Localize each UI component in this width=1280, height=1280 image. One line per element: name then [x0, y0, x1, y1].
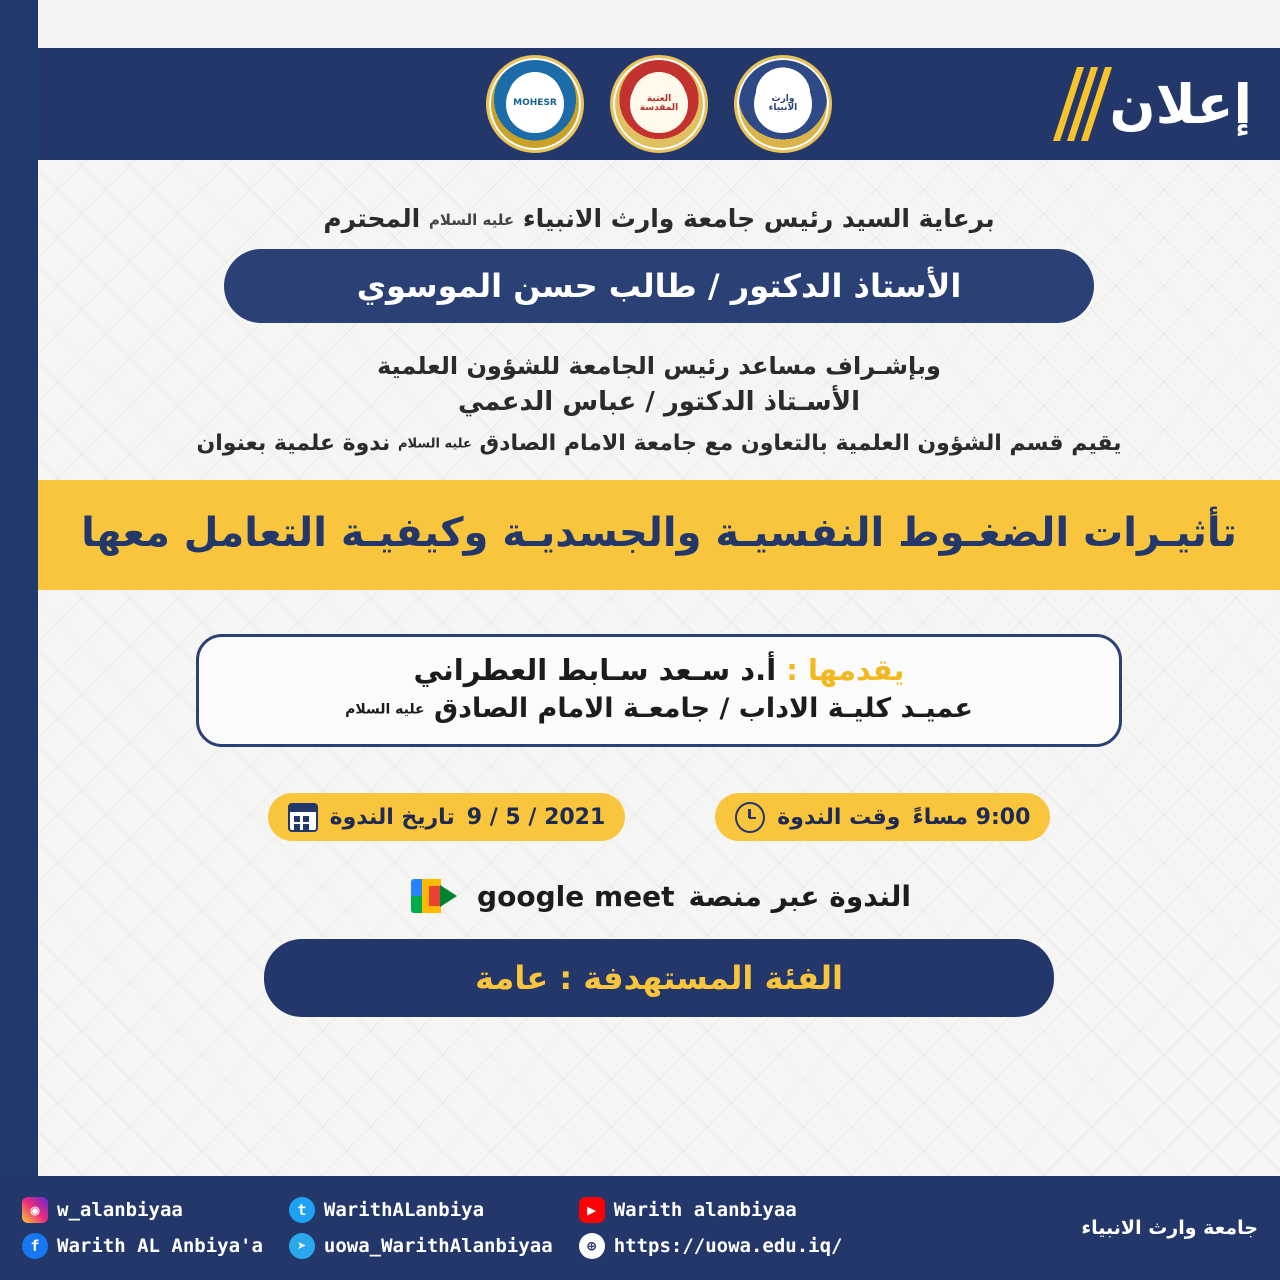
social-item-telegram[interactable] — [289, 1233, 553, 1259]
facebook-handle: Warith AL Anbiya'a — [57, 1235, 263, 1257]
presenter-role: عميـد كليـة الاداب / جامعـة الامام الصادق — [434, 693, 973, 725]
honorific-1: عليه السلام — [428, 211, 515, 229]
footer-band — [0, 1176, 1280, 1280]
time-label: وقت الندوة — [777, 804, 901, 830]
hosting-line — [38, 431, 1280, 456]
footer-column-3 — [579, 1197, 843, 1259]
date-pill — [268, 793, 626, 841]
hosting-tail: ندوة علمية بعنوان — [196, 431, 391, 457]
social-item-twitter[interactable] — [289, 1197, 553, 1223]
platform-name: google meet — [477, 879, 675, 913]
warith-al-anbiya-university-logo: وارث الانبياء — [734, 55, 832, 153]
youtube-handle: Warith alanbiyaa — [613, 1199, 797, 1221]
social-item-instagram[interactable] — [22, 1197, 263, 1223]
patron-name-box — [224, 249, 1094, 323]
website-url: https://uowa.edu.iq/ — [613, 1235, 843, 1257]
left-accent-bar — [0, 0, 38, 1280]
footer-column-1 — [22, 1197, 263, 1259]
date-label: تاريخ الندوة — [329, 804, 455, 830]
supervision-line-2: الأسـتاذ الدكتور / عباس الدعمي — [457, 386, 861, 417]
google-meet-icon — [407, 875, 463, 917]
clock-icon — [735, 802, 765, 832]
date-value: 2021 / 5 / 9 — [466, 804, 606, 830]
honorific-3: عليه السلام — [345, 701, 425, 718]
slash-decoration — [1052, 67, 1111, 141]
seminar-title-band — [38, 480, 1280, 590]
presenter-line — [219, 653, 1099, 687]
social-item-website[interactable] — [579, 1233, 843, 1259]
social-item-facebook[interactable] — [22, 1233, 263, 1259]
target-audience: الفئة المستهدفة : عامة — [475, 959, 843, 998]
poster-content — [38, 160, 1280, 1228]
footer-university-name: جامعة وارث الانبياء — [1081, 1217, 1258, 1239]
honorific-2: عليه السلام — [397, 436, 472, 452]
instagram-icon: ◉ — [22, 1197, 48, 1223]
facebook-icon: f — [22, 1233, 48, 1259]
time-value: 9:00 مساءً — [912, 804, 1031, 830]
website-icon: ⊕ — [579, 1233, 605, 1259]
ministry-higher-education-logo: MOHESR — [486, 55, 584, 153]
patronage-prefix: برعاية السيد رئيس جامعة وارث الانبياء — [522, 204, 995, 233]
social-item-youtube[interactable] — [579, 1197, 843, 1223]
header-band — [38, 48, 1280, 160]
meta-row — [38, 793, 1280, 841]
platform-row — [38, 875, 1280, 917]
telegram-icon: ➤ — [289, 1233, 315, 1259]
footer-column-2 — [289, 1197, 553, 1259]
al-abbas-holy-shrine-logo: العتبة المقدسة — [610, 55, 708, 153]
hosting-text: يقيم قسم الشؤون العلمية بالتعاون مع جامعة الامام الصادق — [479, 431, 1122, 457]
seminar-title: تأثيـرات الضغـوط النفسيـة والجسديـة وكيفيـة التعامل معها — [81, 510, 1237, 557]
twitter-handle: WarithALanbiya — [323, 1199, 485, 1221]
calendar-icon — [288, 802, 318, 832]
supervision-block — [38, 349, 1280, 421]
patronage-line — [38, 204, 1280, 233]
presenter-box — [196, 634, 1122, 747]
patron-name: الأستاذ الدكتور / طالب حسن الموسوي — [356, 267, 962, 305]
target-audience-box — [264, 939, 1054, 1017]
patronage-suffix: المحترم — [323, 204, 421, 233]
youtube-icon: ▶ — [579, 1197, 605, 1223]
telegram-handle: uowa_WarithAlanbiyaa — [323, 1235, 553, 1257]
platform-text: الندوة عبر منصة — [688, 879, 911, 913]
presenter-label: يقدمها : — [786, 653, 905, 688]
presenter-name: أ.د سـعد سـابط العطراني — [413, 653, 777, 688]
announcement-title: إعلان — [1109, 72, 1252, 136]
time-pill — [715, 793, 1050, 841]
instagram-handle: w_alanbiyaa — [57, 1199, 183, 1221]
presenter-role-line — [219, 693, 1099, 724]
twitter-icon: t — [289, 1197, 315, 1223]
supervision-line-1: وبإشـراف مساعد رئيس الجامعة للشؤون العلمية — [377, 352, 941, 380]
